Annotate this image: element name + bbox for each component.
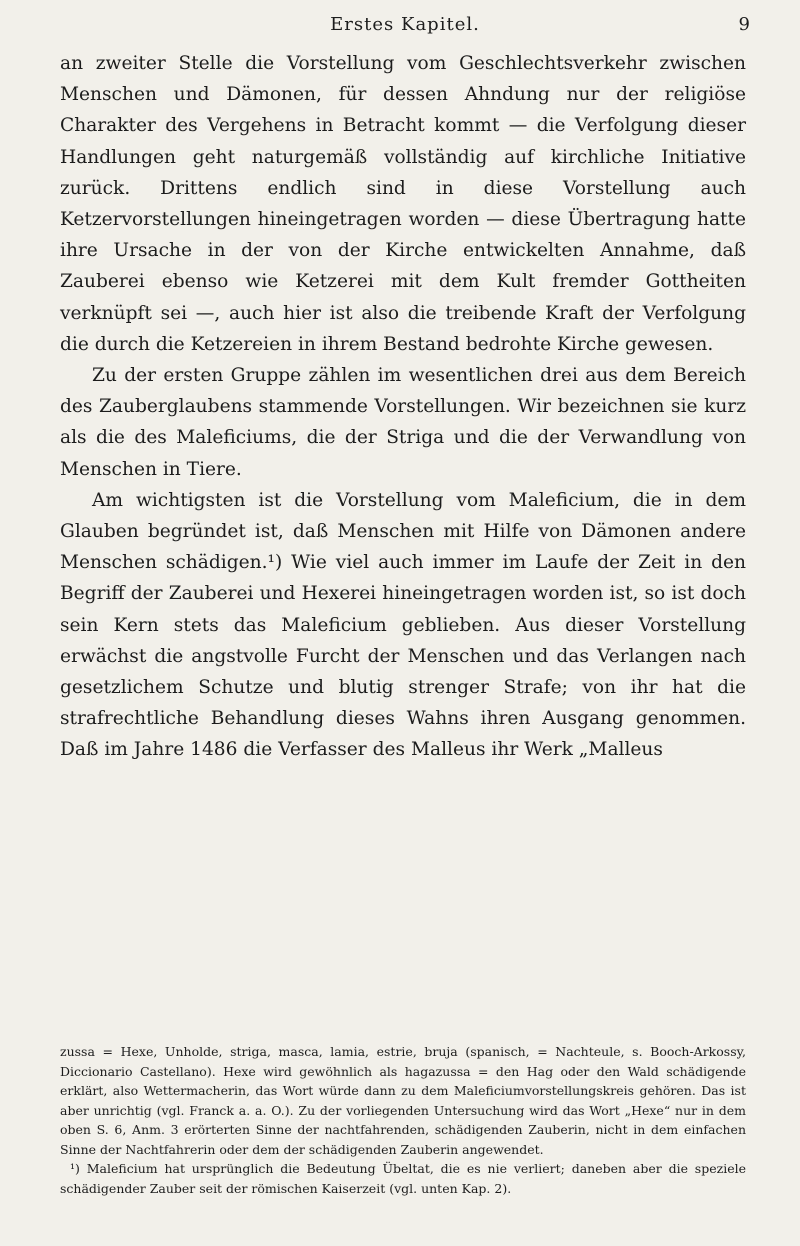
chapter-title: Erstes Kapitel. — [330, 14, 480, 35]
main-text — [60, 48, 746, 766]
paragraph: Am wichtigsten ist die Vorstellung vom Maleficium, die in dem Glauben begründet ist, daß Menschen mit Hilfe von Dämonen andere Menschen schädigen.¹) Wie viel auch immer im Laufe der Zeit in den Begriff der Zauberei und Hexerei hineingetragen worden ist, so ist doch sein Kern stets das Maleficium geblieben. Aus dieser Vorstellung erwächst die angstvolle Furcht der Menschen und das Verlangen nach gesetzlichem Schutze und blutig strenger Strafe; von ihr hat die strafrechtliche Behandlung dieses Wahns ihren Ausgang genommen. Daß im Jahre 1486 die Verfasser des Malleus ihr Werk „Malleus — [60, 489, 746, 761]
page-number: 9 — [738, 14, 750, 35]
footnote-continuation: zussa = Hexe, Unholde, striga, masca, lamia, estrie, bruja (spanisch, = Nachteule, s. Booch-Arkossy, Diccionario Castellano). Hexe wird gewöhnlich als hagazussa = den Hag oder den Wald schädigende erklärt, also Wettermacherin, das Wort würde dann zu dem Maleficiumvorstellungskreis gehören. Das ist aber unrichtig (vgl. Franck a. a. O.). Zu der vorliegenden Untersuchung wird das Wort „Hexe“ nur in dem oben S. 6, Anm. 3 erörterten Sinne der nachtfahrenden, schädigenden Zauberin, nicht in dem einfachen Sinne der Nachtfahrerin oder dem der schädigenden Zauberin angewendet. — [60, 1044, 746, 1157]
footnotes — [60, 1042, 746, 1198]
running-header — [60, 14, 750, 42]
paragraph: Zu der ersten Gruppe zählen im wesentlichen drei aus dem Bereich des Zauberglaubens stammende Vorstellungen. Wir bezeichnen sie kurz als die des Maleficiums, die der Striga und die der Verwandlung von Menschen in Tiere. — [60, 365, 746, 480]
paragraph: an zweiter Stelle die Vorstellung vom Geschlechtsverkehr zwischen Menschen und Dämonen, für dessen Ahndung nur der religiöse Charakter des Vergehens in Betracht kommt — die Verfolgung dieser Handlungen geht naturgemäß vollständig auf kirchliche Initiative zurück. Drittens endlich sind in diese Vorstellung auch Ketzervorstellungen hineingetragen worden — diese Übertragung hatte ihre Ursache in der von der Kirche entwickelten Annahme, daß Zauberei ebenso wie Ketzerei mit dem Kult fremder Gottheiten verknüpft sei —, auch hier ist also die treibende Kraft der Verfolgung die durch die Ketzereien in ihrem Bestand bedrohte Kirche gewesen. — [60, 53, 746, 355]
footnote-1: ¹) Maleficium hat ursprünglich die Bedeutung Übeltat, die es nie verliert; daneben aber die speziele schädigender Zauber seit der römischen Kaiserzeit (vgl. unten Kap. 2). — [60, 1161, 746, 1196]
